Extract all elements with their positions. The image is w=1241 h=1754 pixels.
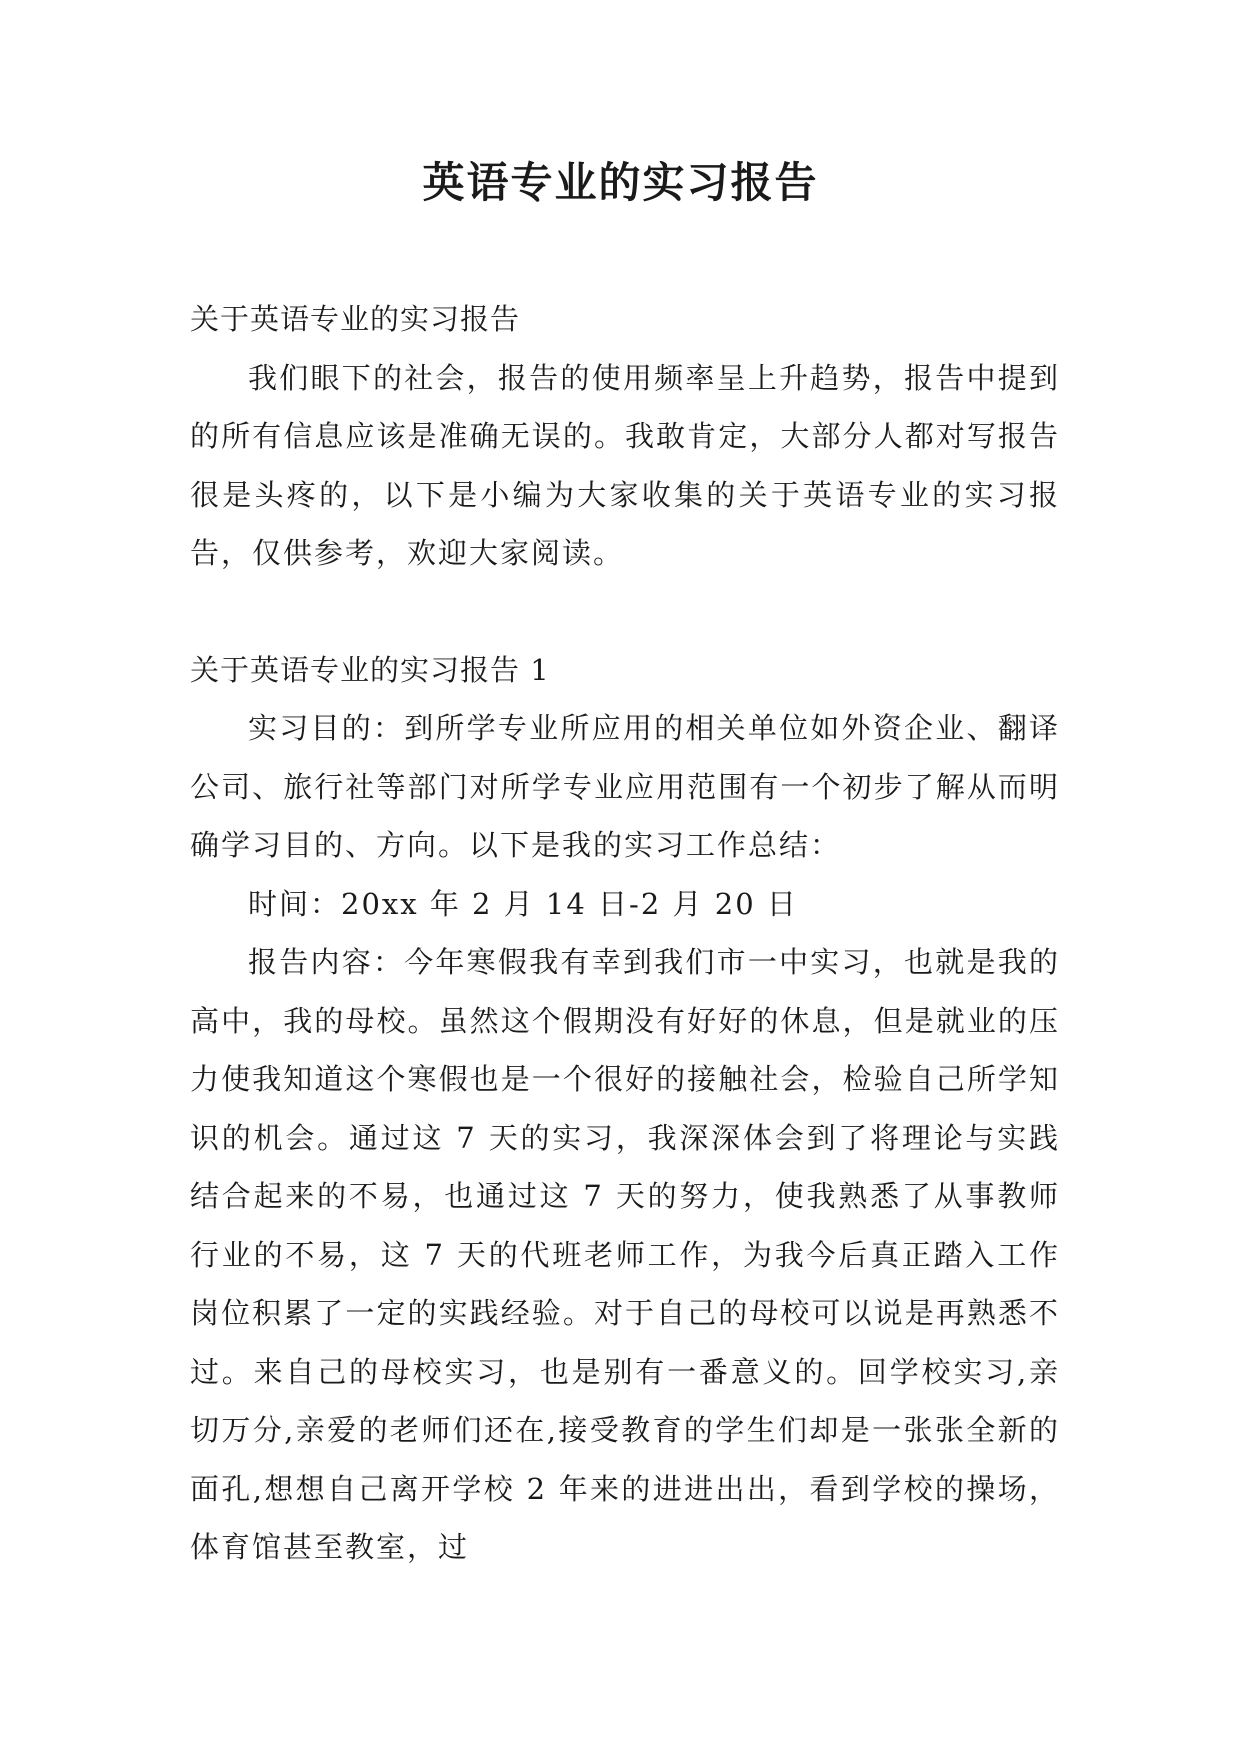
section1-heading: 关于英语专业的实习报告 1 (190, 652, 550, 687)
content-paragraph: 报告内容：今年寒假我有幸到我们市一中实习，也就是我的高中，我的母校。虽然这个假期没有好好的休息，但是就业的压力使我知道这个寒假也是一个很好的接触社会，检验自己所学知识的机会。通过这 7 天的实习，我深深体会到了将理论与实践结合起来的不易，也通过这 7 天的努力，使我熟悉了从事教师行业的不易，这 7 天的代班老师工作，为我今后真正踏入工作岗位积累了一定的实践经验。对于自己的母校可以说是再熟悉不过。来自己的母校实习，也是别有一番意义的。回学校实习,亲切万分,亲爱的老师们还在,接受教育的学生们却是一张张全新的面孔,想想自己离开学校 2 年来的进进出出，看到学校的操场，体育馆甚至教室，过 (190, 945, 1060, 1564)
intro-paragraph: 我们眼下的社会，报告的使用频率呈上升趋势，报告中提到的所有信息应该是准确无误的。我敢肯定，大部分人都对写报告很是头疼的，以下是小编为大家收集的关于英语专业的实习报告，仅供参考，欢迎大家阅读。 (190, 360, 1060, 570)
document-body (190, 290, 1060, 1577)
section-gap (190, 583, 1060, 641)
purpose-paragraph: 实习目的：到所学专业所应用的相关单位如外资企业、翻译公司、旅行社等部门对所学专业应用范围有一个初步了解从而明确学习目的、方向。以下是我的实习工作总结： (190, 711, 1060, 862)
intro-heading: 关于英语专业的实习报告 (190, 302, 521, 336)
time-line: 时间：20xx 年 2 月 14 日-2 月 20 日 (248, 886, 798, 921)
document-title: 英语专业的实习报告 (422, 158, 819, 207)
